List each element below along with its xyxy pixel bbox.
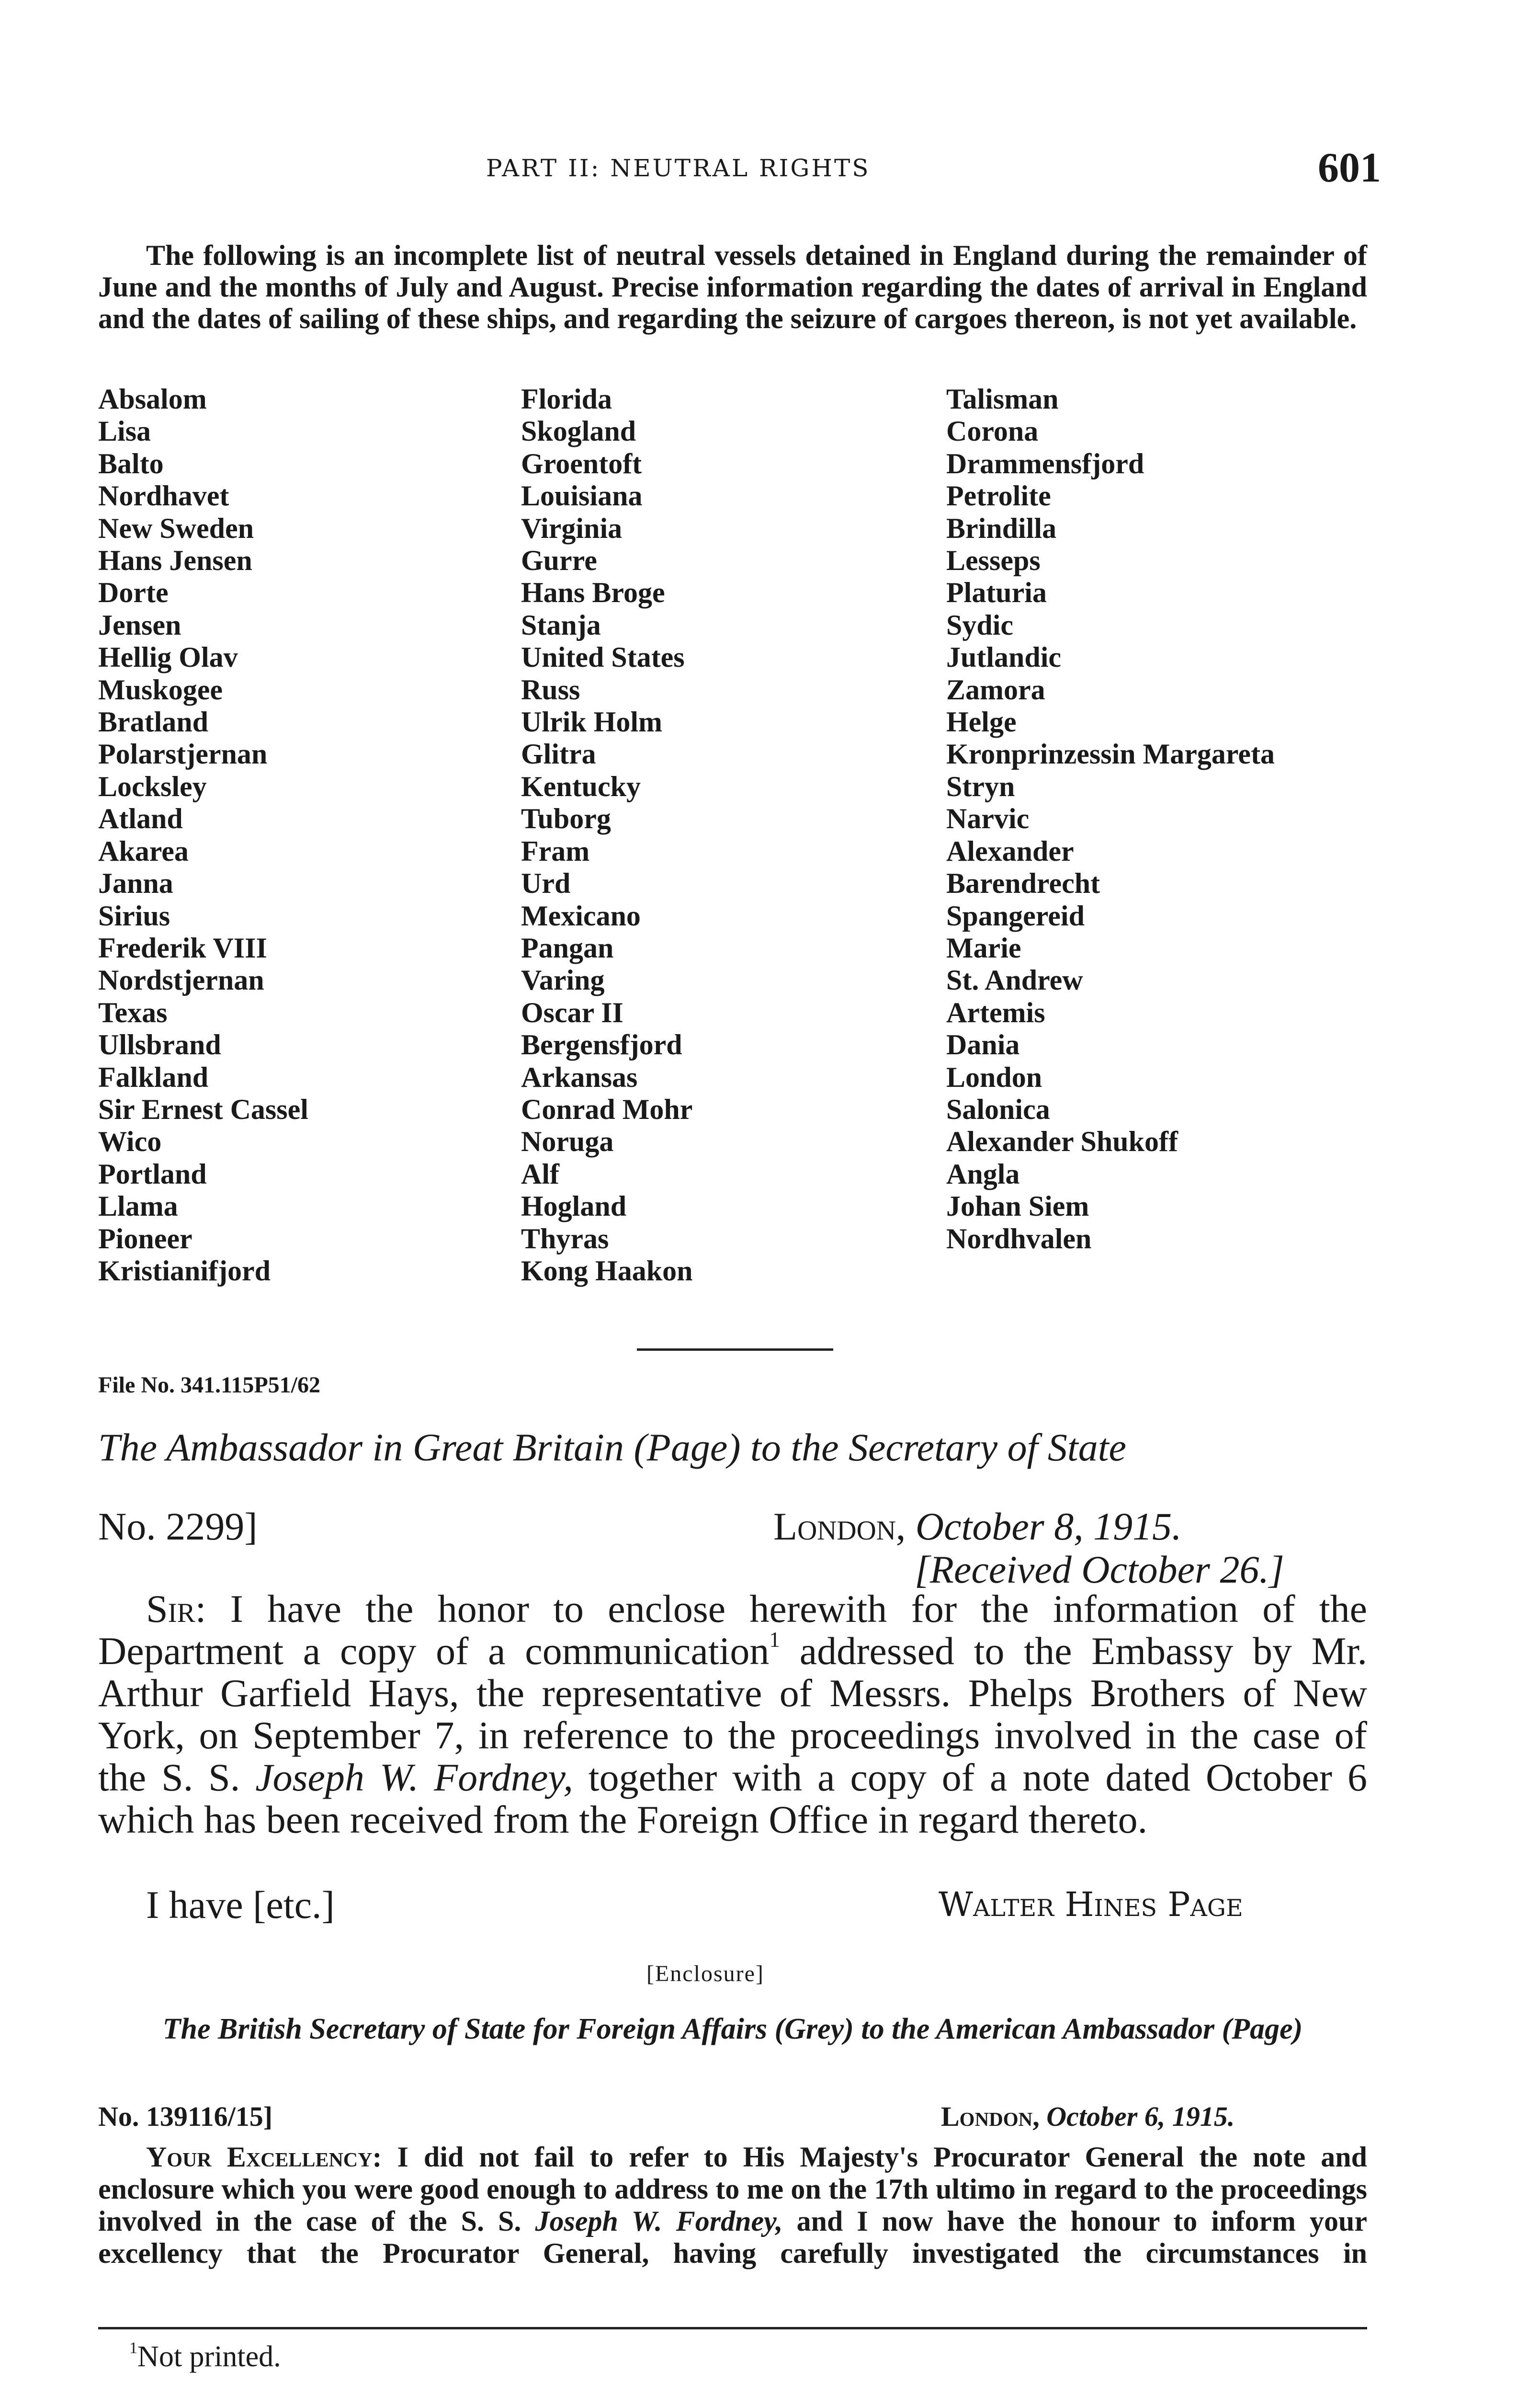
ship-name-item: Stryn <box>946 770 1015 802</box>
ship-name-item: Arkansas <box>521 1061 638 1093</box>
ship-name-item: Ullsbrand <box>98 1029 221 1061</box>
ship-name-item: Alexander <box>946 835 1074 867</box>
signature: Walter Hines Page <box>939 1885 1243 1924</box>
letter-closing: I have [etc.] <box>146 1883 335 1927</box>
ship-name-item: Nordhvalen <box>946 1222 1092 1255</box>
letter-text-3: together with a copy of a note dated October 6 which has been received from the Foreign Office in regard thereto. <box>98 1756 1368 1841</box>
footnote-reference: 1 <box>769 1627 780 1652</box>
enclosure-label: [Enclosure] <box>646 1961 764 1986</box>
ship-name-item: St. Andrew <box>946 964 1083 996</box>
enclosure-dateline <box>941 2100 1234 2133</box>
footnote <box>129 2340 281 2374</box>
ship-name-item: Oscar II <box>521 996 623 1028</box>
ship-name-item: Narvic <box>946 803 1030 835</box>
dateline-place: London, <box>773 1505 906 1548</box>
footnote-rule <box>98 2327 1367 2329</box>
ship-name-item: Groentoft <box>521 447 642 479</box>
ship-name-item: Skogland <box>521 415 636 447</box>
ship-name-item: Lesseps <box>946 545 1041 577</box>
document-title: The Ambassador in Great Britain (Page) to the Secretary of State <box>98 1426 1126 1469</box>
ship-name-item: London <box>946 1061 1042 1093</box>
ship-name-item: Kristianifjord <box>98 1255 271 1287</box>
ship-name-item: Salonica <box>946 1093 1050 1125</box>
ship-name-item: Varing <box>521 964 605 996</box>
ship-name-item: Brindilla <box>946 512 1057 544</box>
ship-name-item: Zamora <box>946 673 1045 706</box>
ship-name-item: New Sweden <box>98 512 254 544</box>
ship-name-item: Portland <box>98 1158 207 1190</box>
ship-name-item: Johan Siem <box>946 1190 1089 1222</box>
running-title: PART II: NEUTRAL RIGHTS <box>486 154 871 182</box>
ship-name-item: Absalom <box>98 383 207 415</box>
ship-name-item: Russ <box>521 673 580 706</box>
ship-name-item: Noruga <box>521 1126 614 1158</box>
ship-name-item: Thyras <box>521 1222 609 1255</box>
ship-name-item: Nordhavet <box>98 480 229 512</box>
ship-name-item: Alf <box>521 1158 559 1190</box>
letter-text-2: addressed to the Embassy by Mr. Arthur Garfield Hays, the representative of Messrs. Phelps Brothers of New York, on September 7, in reference to the proceedings involved in the case of the S. S. <box>98 1629 1368 1799</box>
ship-name-item: Hans Broge <box>521 577 665 609</box>
section-divider <box>637 1348 833 1351</box>
ship-list-column-1 <box>98 383 308 1287</box>
ship-name-item: United States <box>521 641 685 673</box>
ship-name-item: Corona <box>946 415 1039 447</box>
ship-name: Joseph W. Fordney, <box>255 1756 573 1799</box>
ship-name-item: Gurre <box>521 545 597 577</box>
enclosure-date: October 6, 1915. <box>1046 2101 1235 2132</box>
received-date: [Received October 26.] <box>915 1548 1284 1591</box>
footnote-text: Not printed. <box>137 2340 281 2373</box>
file-number: File No. 341.115P51/62 <box>98 1372 320 1398</box>
ship-list-column-3 <box>946 383 1275 1255</box>
ship-name-item: Ulrik Holm <box>521 706 662 738</box>
ship-name-item: Dorte <box>98 577 169 609</box>
ship-name-item: Virginia <box>521 512 623 544</box>
ship-name-item: Hellig Olav <box>98 641 238 673</box>
ship-name-item: Fram <box>521 835 590 867</box>
ship-name-item: Kong Haakon <box>521 1255 693 1287</box>
ship-name-item: Bratland <box>98 706 209 738</box>
ship-name-item: Barendrecht <box>946 867 1100 900</box>
ship-name-item: Pioneer <box>98 1222 192 1255</box>
ship-name-item: Muskogee <box>98 673 223 706</box>
ship-name-item: Falkland <box>98 1061 209 1093</box>
ship-name-item: Petrolite <box>946 480 1051 512</box>
dateline <box>773 1504 1182 1549</box>
intro-paragraph <box>98 240 1367 334</box>
ship-name-item: Hogland <box>521 1190 627 1222</box>
ship-name-item: Pangan <box>521 932 614 964</box>
ship-name-item: Helge <box>946 706 1017 738</box>
dateline-date: October 8, 1915. <box>915 1505 1182 1548</box>
ship-name-item: Hans Jensen <box>98 545 252 577</box>
enclosure-salutation: Your Excellency: <box>146 2141 382 2173</box>
ship-name-item: Angla <box>946 1158 1020 1190</box>
ship-name-item: Louisiana <box>521 480 643 512</box>
document-number: No. 2299] <box>98 1505 258 1548</box>
ship-name-item: Sydic <box>946 609 1014 641</box>
ship-name-item: Artemis <box>946 996 1045 1028</box>
ship-name-item: Wico <box>98 1126 162 1158</box>
ship-name-item: Urd <box>521 867 571 900</box>
ship-name-item: Dania <box>946 1029 1020 1061</box>
ship-name-item: Stanja <box>521 609 601 641</box>
ship-name-item: Lisa <box>98 415 151 447</box>
ship-name-item: Jensen <box>98 609 181 641</box>
enclosure-title: The British Secretary of State for Foreign Affairs (Grey) to the American Ambassador (Page) <box>162 2013 1303 2045</box>
ship-name-item: Drammensfjord <box>946 447 1144 479</box>
ship-name-item: Alexander Shukoff <box>946 1126 1178 1158</box>
ship-name-item: Tuborg <box>521 803 611 835</box>
intro-text: The following is an incomplete list of neutral vessels detained in England during the remainder of June and the months of July and August. Precise information regarding the dates of arrival in England and the dates of sailing of these ships, and regarding the seizure of cargoes thereon, is not yet available. <box>98 240 1367 334</box>
ship-name-item: Llama <box>98 1190 178 1222</box>
ship-name-item: Platuria <box>946 577 1047 609</box>
ship-name-item: Kentucky <box>521 770 641 802</box>
ship-name-item: Akarea <box>98 835 189 867</box>
enclosure-place: London, <box>941 2101 1040 2132</box>
enclosure-text-2: and I now have the honour to inform your excellency that the Procurator General, having carefully investigated the circumstances in <box>98 2205 1368 2269</box>
ship-name-item: Florida <box>521 383 612 415</box>
enclosure-number: No. 139116/15] <box>98 2101 273 2132</box>
ship-name-item: Sir Ernest Cassel <box>98 1093 308 1125</box>
page-number: 601 <box>1318 145 1381 191</box>
enclosure-ship-name: Joseph W. Fordney, <box>535 2205 783 2237</box>
ship-name-item: Spangereid <box>946 900 1085 932</box>
ship-name-item: Jutlandic <box>946 641 1062 673</box>
footnote-marker: 1 <box>129 2339 138 2357</box>
letter-text-1: I have the honor to enclose herewith for the information of the Department a copy of a communication <box>98 1587 1368 1673</box>
letter-body <box>98 1588 1367 1841</box>
ship-name-item: Sirius <box>98 900 170 932</box>
letter-salutation: Sir: <box>146 1587 206 1631</box>
ship-name-item: Texas <box>98 996 168 1028</box>
ship-name-item: Nordstjernan <box>98 964 264 996</box>
ship-name-item: Locksley <box>98 770 207 802</box>
ship-name-item: Frederik VIII <box>98 932 267 964</box>
enclosure-text-1: I did not fail to refer to His Majesty's Procurator General the note and enclosure which you were good enough to address to me on the 17th ultimo in regard to the proceedings involved in the case of the S. S. <box>98 2141 1368 2237</box>
ship-list-column-2 <box>521 383 692 1287</box>
ship-name-item: Talisman <box>946 383 1059 415</box>
ship-name-item: Marie <box>946 932 1021 964</box>
ship-name-item: Conrad Mohr <box>521 1093 693 1125</box>
ship-name-item: Balto <box>98 447 164 479</box>
ship-name-item: Atland <box>98 803 183 835</box>
ship-name-item: Bergensfjord <box>521 1029 682 1061</box>
ship-name-item: Glitra <box>521 738 596 770</box>
ship-name-item: Polarstjernan <box>98 738 268 770</box>
ship-name-item: Mexicano <box>521 900 641 932</box>
enclosure-body <box>98 2141 1367 2270</box>
ship-name-item: Janna <box>98 867 173 900</box>
ship-name-item: Kronprinzessin Margareta <box>946 738 1275 770</box>
